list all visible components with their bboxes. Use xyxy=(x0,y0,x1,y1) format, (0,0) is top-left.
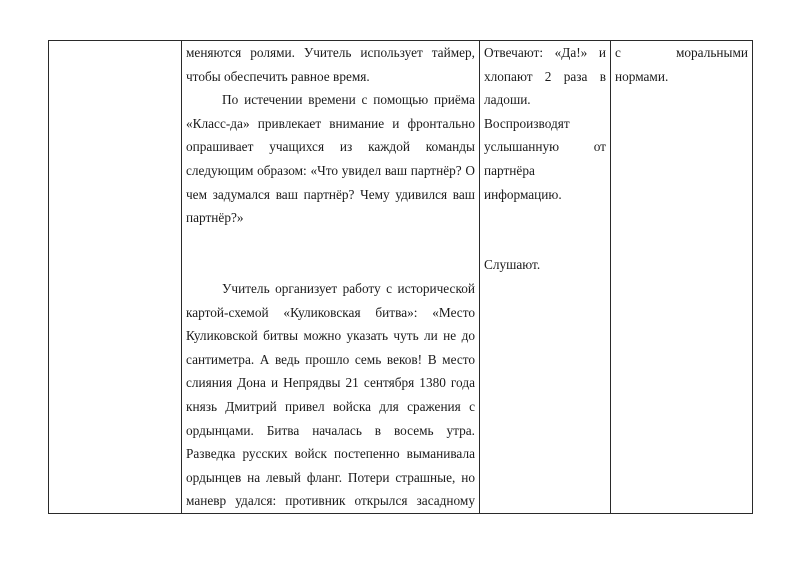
paragraph-gap xyxy=(484,206,606,230)
student-paragraph-1: Отвечают: «Да!» и хлопают 2 раза в ладоши. xyxy=(484,45,606,108)
teacher-paragraph-1: меняются ролями. Учитель использует таймер, чтобы обеспечить равное время. xyxy=(186,45,475,84)
stage-cell xyxy=(49,41,182,514)
outcomes-paragraph-1: с моральными нормами. xyxy=(615,45,748,84)
lesson-plan-table xyxy=(48,40,753,514)
teacher-activity-cell xyxy=(182,41,480,514)
student-paragraph-3: Слушают. xyxy=(484,257,541,273)
student-activity-cell xyxy=(480,41,611,514)
teacher-paragraph-3: Учитель организует работу с исторической картой-схемой «Куликовская битва»: «Место Куликовской битвы можно указать чуть ли не до сантиметра. А ведь прошло семь веков! В место слияния Дона и Непрядвы 21 сентября 1380 года князь Дмитрий привел войска для сражения с ордынцами. Битва началась в восемь утра. Разведка русских войск постепенно выманивала ордынцев на левый фланг. Потери страшные, но маневр удался: противник открылся засадному xyxy=(186,280,475,509)
teacher-paragraph-2: По истечении времени с помощью приёма «Класс-да» привлекает внимание и фронтально опрашивает учащихся из каждой команды следующим образом: «Что увидел ваш партнёр? О чем задумался ваш партнёр? Чему удивился ваш партнёр?» xyxy=(186,92,475,226)
paragraph-gap xyxy=(186,253,475,277)
outcomes-cell xyxy=(611,41,753,514)
paragraph-gap xyxy=(484,230,606,254)
student-paragraph-2: Воспроизводят услышанную от партнёра информацию. xyxy=(484,115,606,202)
table-row xyxy=(49,41,753,514)
paragraph-gap xyxy=(186,230,475,254)
